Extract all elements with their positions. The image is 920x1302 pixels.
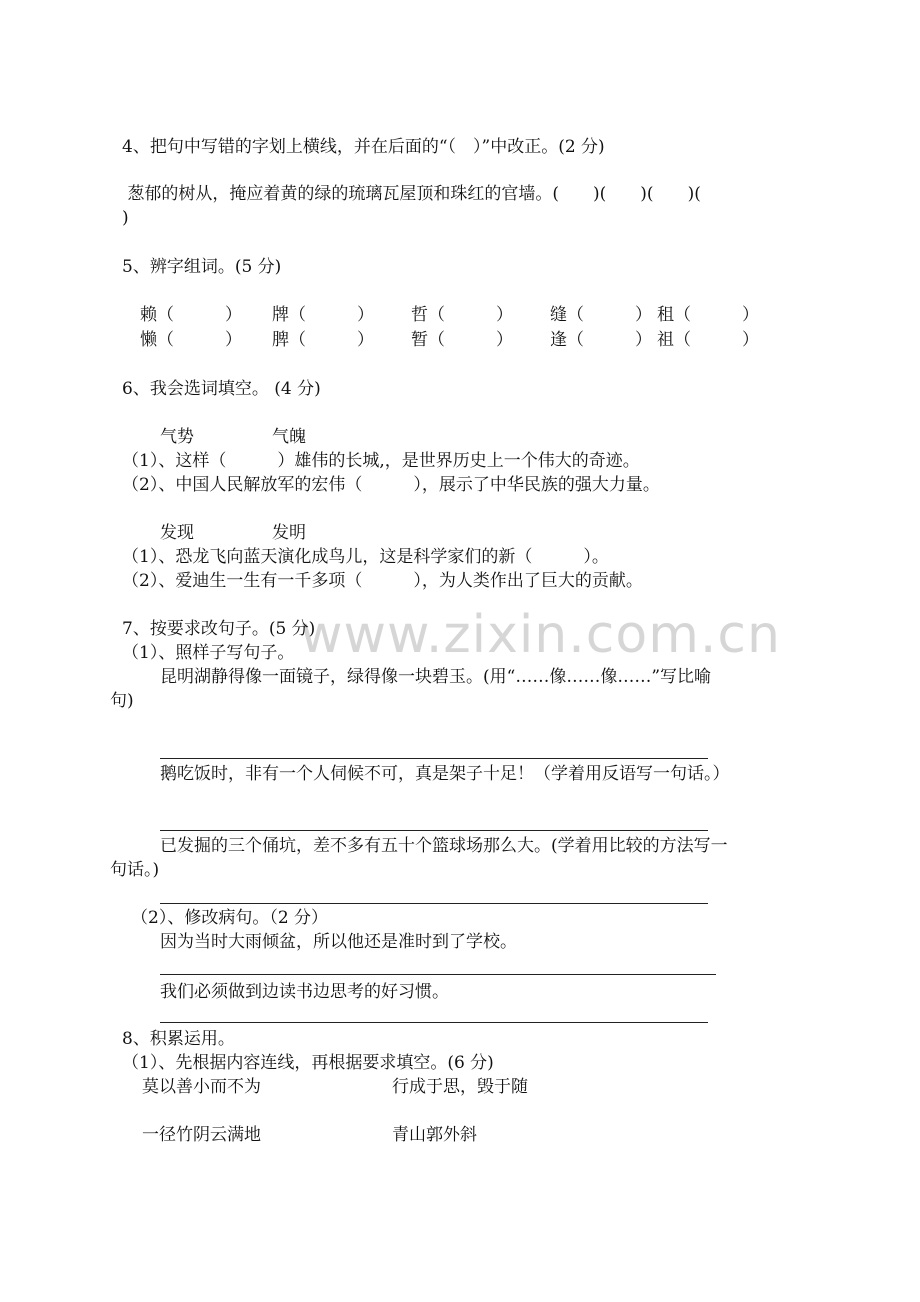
q7-s3-line2: 句话。) (110, 860, 160, 880)
q5-row2-cell: 暂（ ） (411, 330, 513, 350)
q6-item: （2）、中国人民解放军的宏伟（ ），展示了中华民族的强大力量。 (122, 475, 660, 495)
q5-row1-cell: 赖（ ） (140, 305, 242, 325)
q8-right-item: 青山郭外斜 (392, 1125, 477, 1145)
q4-sentence-line1: 葱郁的树从，掩应着黄的绿的琉璃瓦屋顶和珠红的官墙。( )( )( )( (122, 184, 701, 204)
q5-title: 5、辨字组词。(5 分) (122, 257, 282, 277)
q6-word-option: 发明 (272, 523, 306, 543)
q8-sub1-title: （1）、先根据内容连线，再根据要求填空。(6 分) (122, 1053, 494, 1073)
q4-title: 4、把句中写错的字划上横线，并在后面的“（ ）”中改正。(2 分) (122, 137, 605, 157)
q8-right-item: 行成于思，毁于随 (392, 1077, 528, 1097)
q8-left-item: 一径竹阴云满地 (142, 1125, 261, 1145)
q8-left-item: 莫以善小而不为 (142, 1077, 261, 1097)
q7-s1-line1: 昆明湖静得像一面镜子，绿得像一块碧玉。(用“……像……像……”写比喻 (160, 667, 712, 687)
q7-s4: 因为当时大雨倾盆，所以他还是准时到了学校。 (160, 932, 517, 952)
q6-word-option: 气势 (160, 427, 194, 447)
q7-s3-line1: 已发掘的三个俑坑，差不多有五十个篮球场那么大。(学着用比较的方法写一 (160, 836, 728, 856)
q6-item: （1）、恐龙飞向蓝天演化成鸟儿，这是科学家们的新（ ）。 (122, 547, 609, 567)
watermark: www.zixin.com.cn (300, 605, 781, 665)
q7-s5: 我们必须做到边读书边思考的好习惯。 (160, 982, 449, 1002)
answer-line[interactable] (160, 1022, 708, 1023)
q5-row2-cell: 逢（ ） (550, 330, 652, 350)
q7-s1-line2: 句) (110, 691, 134, 711)
q7-s2: 鹅吃饭时，非有一个人伺候不可，真是架子十足！（学着用反语写一句话。） (160, 764, 730, 784)
q4-sentence-line2: ) (122, 208, 129, 228)
q8-title: 8、积累运用。 (122, 1029, 235, 1049)
answer-line[interactable] (160, 903, 708, 904)
q5-row2-cell: 脾（ ） (272, 330, 374, 350)
q6-title: 6、我会选词填空。 (4 分) (122, 379, 321, 399)
q7-sub1-title: （1）、照样子写句子。 (122, 643, 295, 663)
q6-word-option: 气魄 (272, 427, 306, 447)
q5-row2-cell: 祖（ ） (657, 330, 759, 350)
q5-row1-cell: 缝（ ） (550, 305, 652, 325)
q6-item: （2）、爱迪生一生有一千多项（ ），为人类作出了巨大的贡献。 (122, 571, 643, 591)
q6-word-option: 发现 (160, 523, 194, 543)
answer-line[interactable] (160, 830, 708, 831)
q7-title: 7、按要求改句子。(5 分) (122, 619, 316, 639)
q6-item: （1）、这样（ ）雄伟的长城,，是世界历史上一个伟大的奇迹。 (122, 451, 640, 471)
answer-line[interactable] (160, 974, 716, 975)
q5-row1-cell: 牌（ ） (272, 305, 374, 325)
answer-line[interactable] (160, 758, 708, 759)
q5-row2-cell: 懒（ ） (140, 330, 242, 350)
q5-row1-cell: 哲（ ） (411, 305, 513, 325)
q7-sub2-title: （2）、修改病句。（2 分） (131, 908, 329, 928)
q5-row1-cell: 租（ ） (657, 305, 759, 325)
